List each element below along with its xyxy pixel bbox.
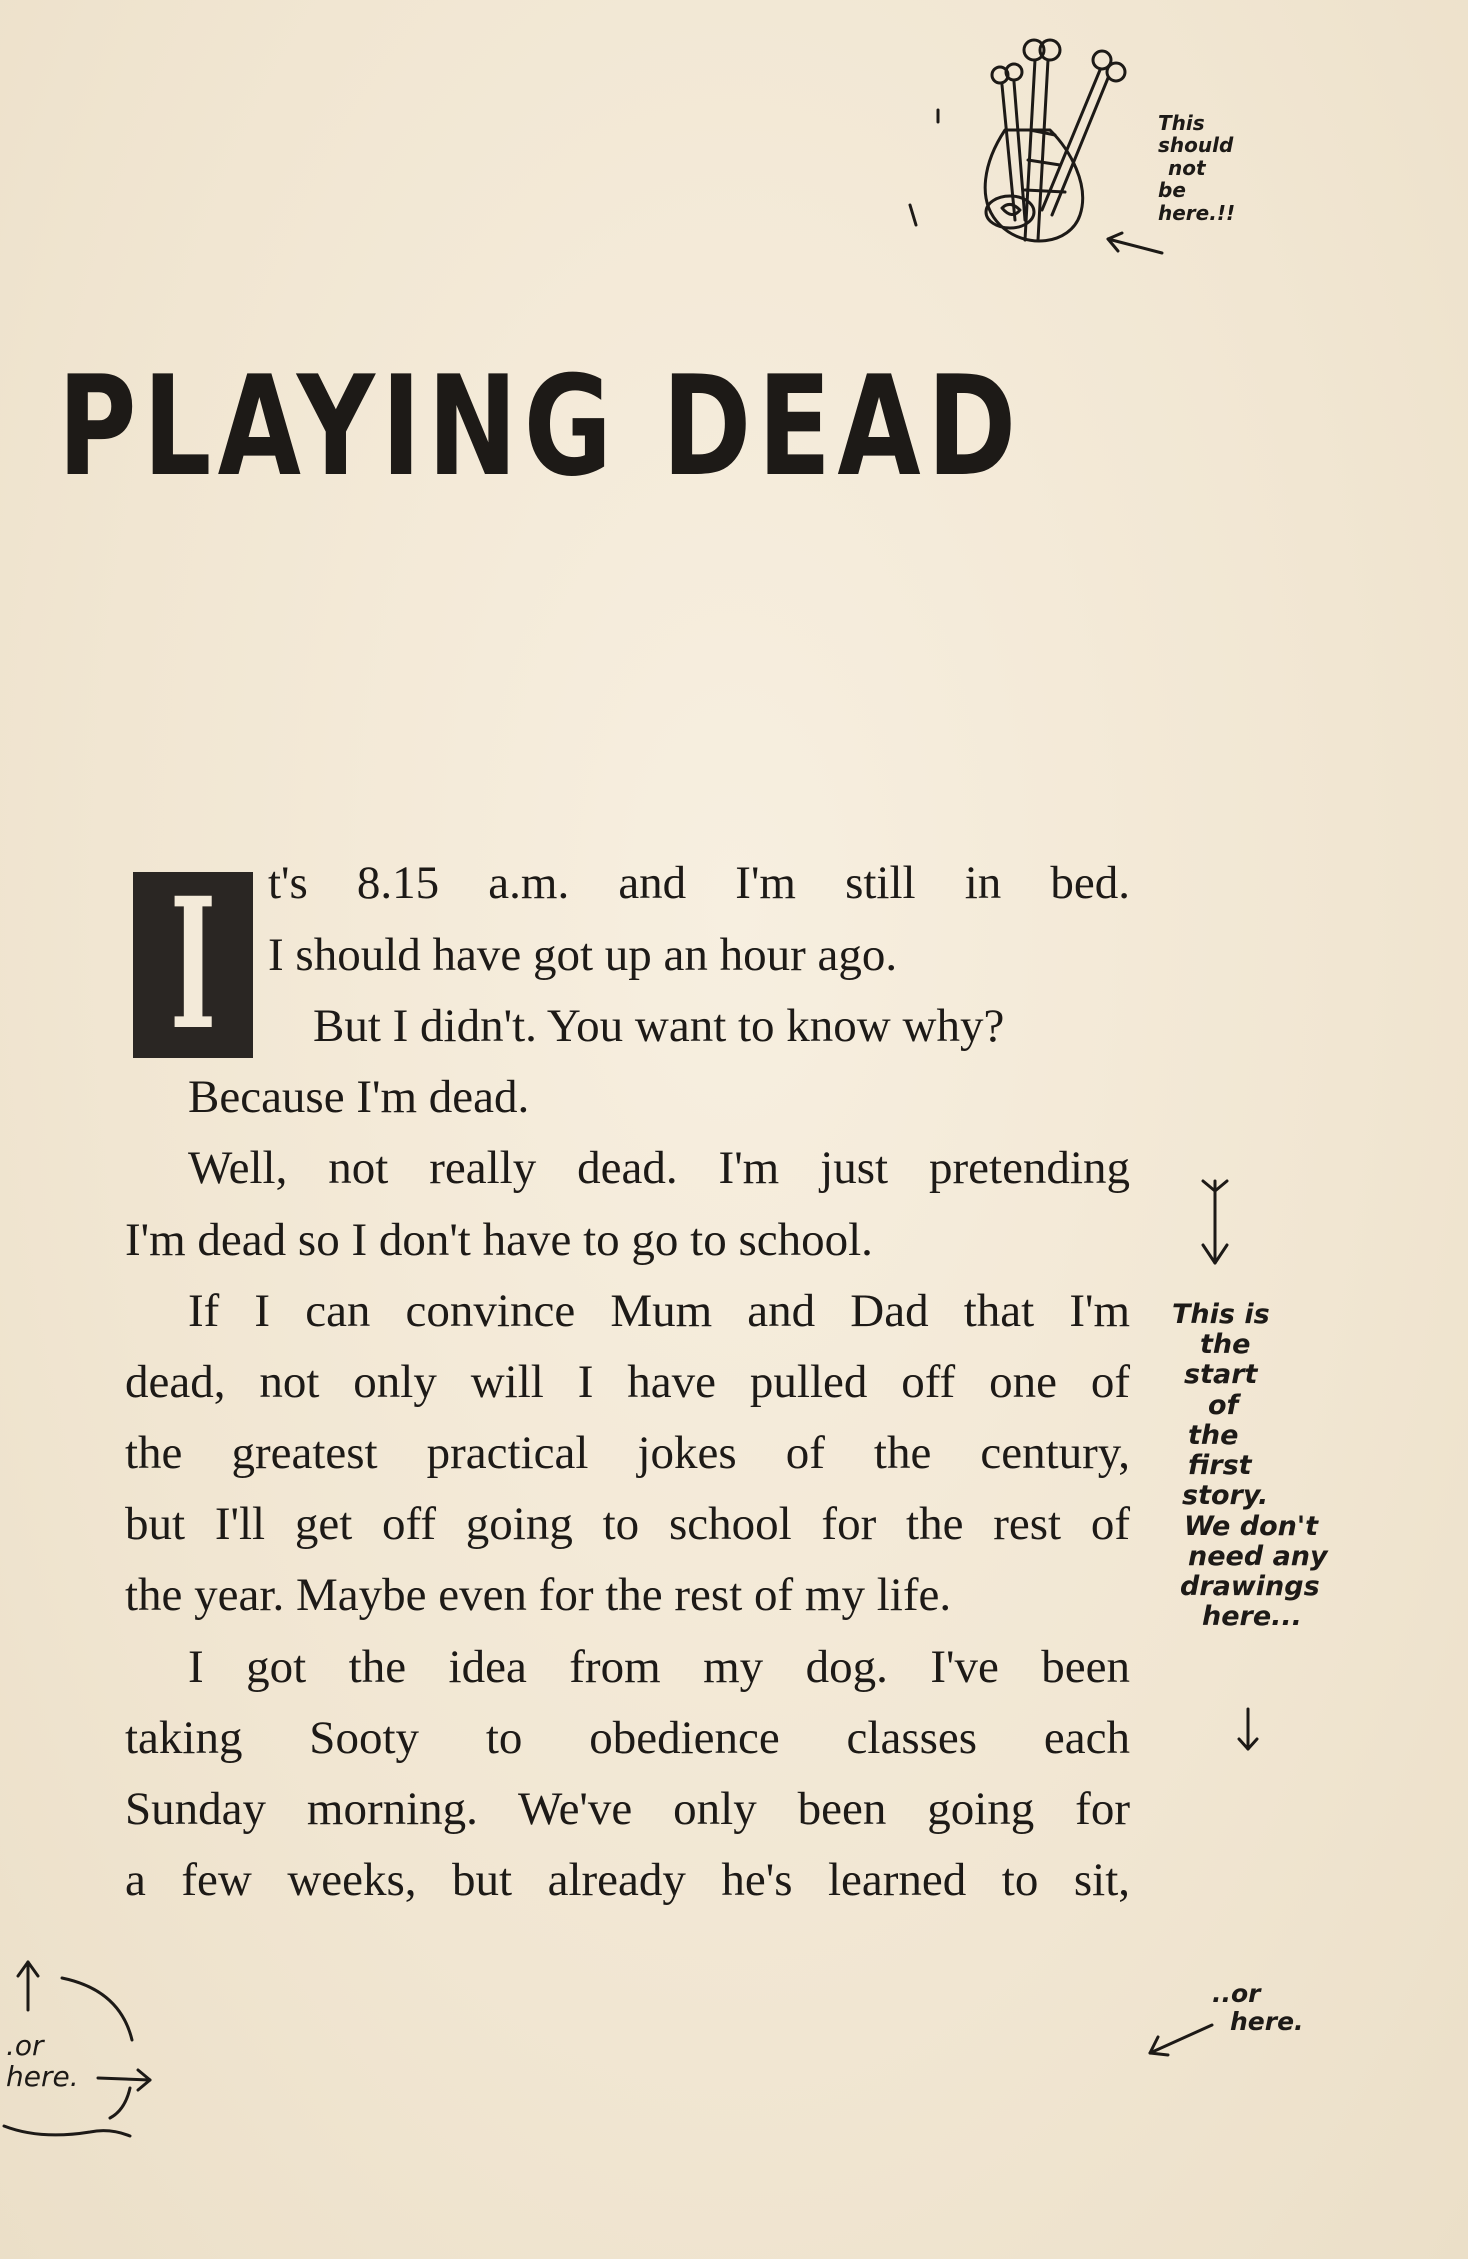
- text-line: taking Sooty to obedience classes each: [125, 1712, 1130, 1764]
- margin-note-right: [1172, 1300, 1342, 1633]
- text-line: a few weeks, but already he's learned to sit,: [125, 1854, 1130, 1906]
- note-line: the: [1188, 1419, 1239, 1451]
- margin-note-bottom-left: [6, 2030, 79, 2093]
- note-line: story.: [1182, 1480, 1269, 1512]
- text-line: t's 8.15 a.m. and I'm still in bed.: [268, 857, 1130, 909]
- text-line: dead, not only will I have pulled off one of: [125, 1356, 1130, 1408]
- note-line: need any: [1188, 1540, 1328, 1572]
- text-line: I got the idea from my dog. I've been: [188, 1641, 1130, 1693]
- margin-note-bottom-right: [1212, 1980, 1304, 2036]
- margin-note-top-right: [1158, 112, 1235, 224]
- text-line: the year. Maybe even for the rest of my life.: [125, 1569, 952, 1621]
- drop-cap-letter: I: [169, 859, 217, 1070]
- drop-cap: [133, 859, 253, 1070]
- note-line: be: [1158, 178, 1186, 203]
- down-arrow-icon: [1195, 1175, 1235, 1270]
- text-line: Sunday morning. We've only been going for: [125, 1783, 1130, 1835]
- note-line: .or: [6, 2029, 44, 2062]
- note-line: of: [1208, 1389, 1239, 1421]
- arrow-icon: [1100, 225, 1170, 265]
- note-line: the: [1200, 1329, 1251, 1361]
- note-line: here...: [1202, 1601, 1302, 1633]
- text-line: the greatest practical jokes of the century,: [125, 1427, 1130, 1479]
- text-line: I should have got up an hour ago.: [268, 929, 898, 981]
- note-line: This: [1158, 111, 1205, 135]
- note-line: here.!!: [1158, 200, 1236, 225]
- text-line: If I can convince Mum and Dad that I'm: [188, 1285, 1130, 1337]
- note-line: not: [1168, 155, 1206, 180]
- text-line: Because I'm dead.: [188, 1071, 530, 1123]
- arrow-icon: [1140, 2015, 1220, 2065]
- note-line: here.: [6, 2060, 79, 2094]
- text-line: I'm dead so I don't have to go to school.: [125, 1214, 873, 1266]
- note-line: should: [1158, 133, 1234, 158]
- note-line: here.: [1230, 2007, 1304, 2036]
- note-line: We don't: [1184, 1510, 1319, 1542]
- note-line: ..or: [1212, 1979, 1261, 2008]
- note-line: start: [1184, 1359, 1258, 1391]
- note-line: This is: [1172, 1299, 1270, 1330]
- text-line: but I'll get off going to school for the rest of: [125, 1498, 1130, 1550]
- chapter-title: PLAYING DEAD: [57, 346, 1023, 507]
- note-line: first: [1188, 1450, 1252, 1482]
- text-line: But I didn't. You want to know why?: [313, 1000, 1005, 1052]
- text-line: Well, not really dead. I'm just pretending: [188, 1142, 1130, 1194]
- note-line: drawings: [1180, 1571, 1320, 1603]
- down-arrow-icon: [1233, 1705, 1263, 1755]
